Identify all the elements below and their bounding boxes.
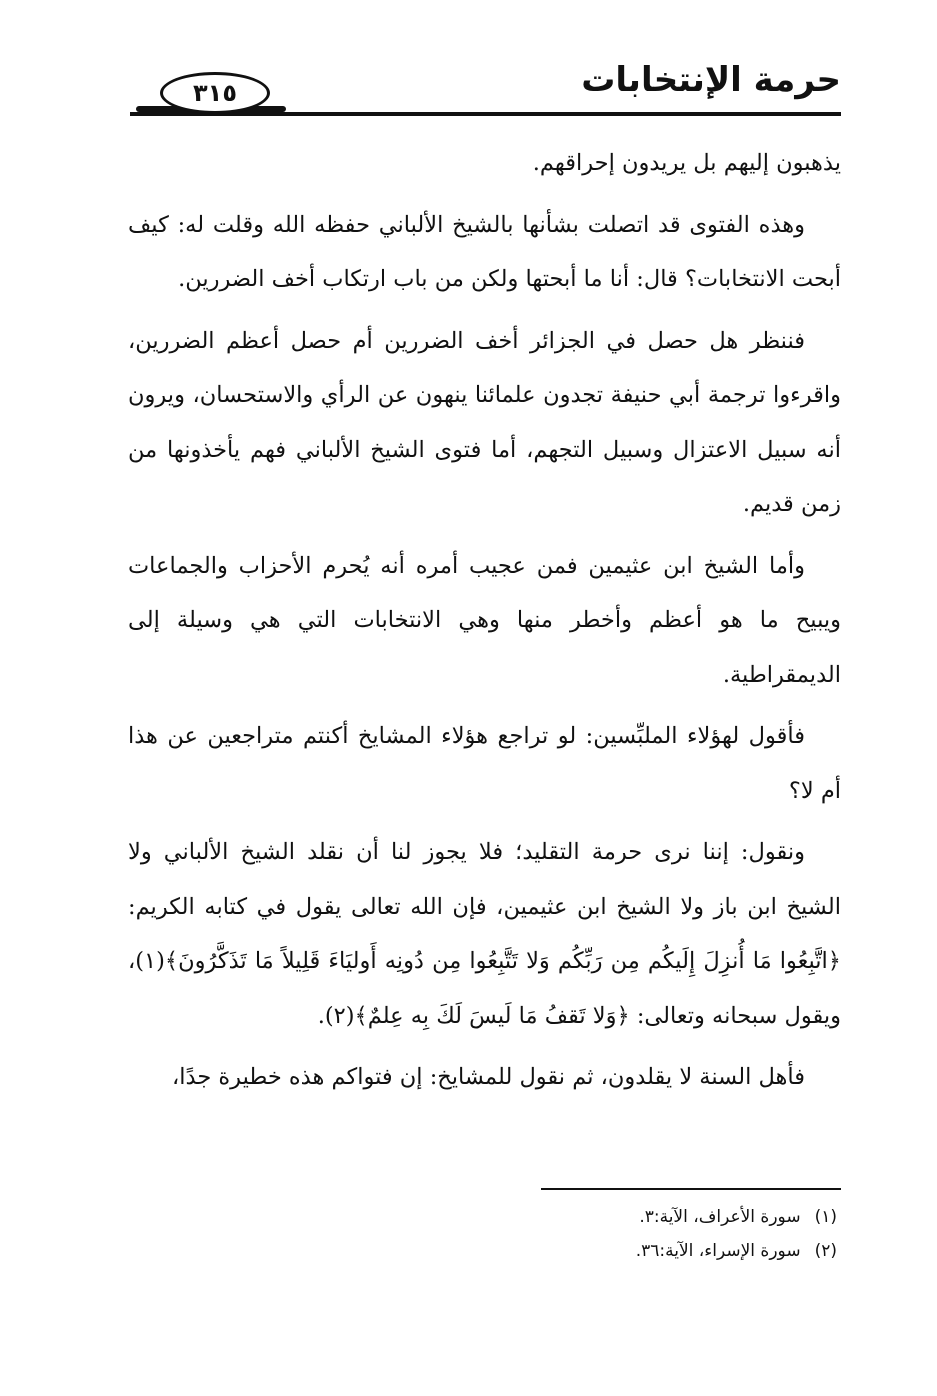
header-rule [130, 112, 841, 116]
paragraph: فأقول لهؤلاء الملبِّسين: لو تراجع هؤلاء المشايخ أكنتم متراجعين عن هذا أم لا؟ [128, 723, 841, 804]
footnote [300, 1234, 837, 1268]
paragraph: يذهبون إليهم بل يريدون إحراقهم. [532, 150, 841, 176]
footnote [300, 1200, 837, 1234]
page-number: ٣١٥ [160, 72, 270, 114]
paragraph: وأما الشيخ ابن عثيمين فمن عجيب أمره أنه يُحرم الأحزاب والجماعات ويبيح ما هو أعظم وأخطر منها وهي الانتخابات التي هي وسيلة إلى الديمقراطية. [128, 552, 841, 688]
paragraph: فأهل السنة لا يقلدون، ثم نقول للمشايخ: إن فتواكم هذه خطيرة جدًا، [172, 1064, 805, 1090]
body-text [128, 136, 841, 1112]
footnote-number: (٢) [814, 1241, 837, 1261]
page-header [130, 58, 841, 120]
footnote-text: سورة الإسراء، الآية:٣٦. [635, 1241, 801, 1261]
footnote-text: سورة الأعراف، الآية:٣. [639, 1207, 801, 1227]
running-title: حرمة الإنتخابات [581, 60, 841, 100]
paragraph: وهذه الفتوى قد اتصلت بشأنها بالشيخ الألباني حفظه الله وقلت له: كيف أبحت الانتخابات؟ قال: أنا ما أبحتها ولكن من باب ارتكاب أخف الضررين. [128, 211, 841, 292]
paragraph: فننظر هل حصل في الجزائر أخف الضررين أم حصل أعظم الضررين، واقرءوا ترجمة أبي حنيفة تجدون علمائنا ينهون عن الرأي والاستحسان، ويرون أنه سبيل الاعتزال وسبيل التجهم، أما فتوى الشيخ الألباني فهم يأخذونها من زمن قديم. [128, 327, 841, 517]
footnotes [300, 1200, 837, 1268]
footnote-number: (١) [814, 1207, 837, 1227]
footnote-separator [541, 1188, 841, 1190]
paragraph: ونقول: إننا نرى حرمة التقليد؛ فلا يجوز لنا أن نقلد الشيخ الألباني ولا الشيخ ابن باز ولا الشيخ ابن عثيمين، فإن الله تعالى يقول في كتابه الكريم: ﴿اتَّبِعُوا مَا أُنزِلَ إِلَيكُم مِن رَبِّكُم وَلا تَتَّبِعُوا مِن دُونِه أَوليَاءَ قَلِيلاً مَا تَذَكَّرُونَ﴾(١)، ويقول سبحانه وتعالى: ﴿وَلا تَقفُ مَا لَيسَ لَكَ بِه عِلمٌ﴾(٢). [128, 839, 841, 1029]
